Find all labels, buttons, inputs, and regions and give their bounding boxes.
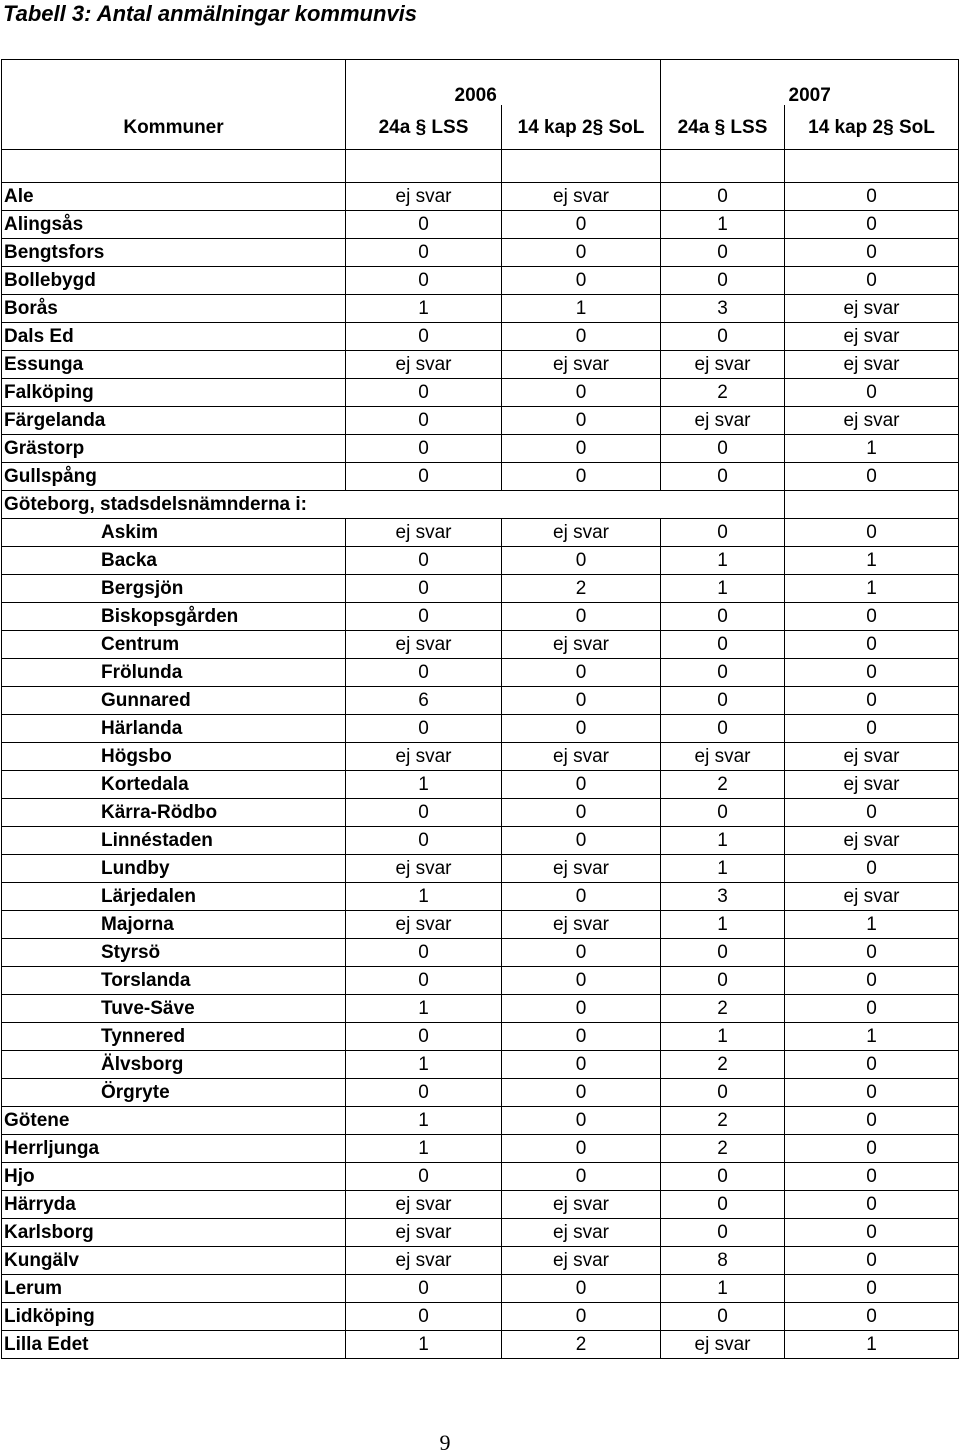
value-cell: 0 — [502, 323, 661, 351]
value-cell: ej svar — [346, 743, 502, 771]
value-cell: ej svar — [785, 323, 959, 351]
year-2007: 2007 — [788, 85, 831, 106]
value-cell: ej svar — [785, 351, 959, 379]
value-cell: 0 — [661, 323, 785, 351]
value-cell: 0 — [661, 659, 785, 687]
table-row — [2, 799, 959, 827]
value-cell: 1 — [785, 435, 959, 463]
municipality-name: Borås — [2, 295, 346, 323]
value-cell: ej svar — [346, 351, 502, 379]
value-cell: 0 — [502, 463, 661, 491]
municipality-name: Biskopsgården — [2, 603, 346, 631]
value-cell: 1 — [661, 575, 785, 603]
value-cell: ej svar — [785, 407, 959, 435]
municipality-name: Bengtsfors — [2, 239, 346, 267]
municipality-name: Falköping — [2, 379, 346, 407]
value-cell: 0 — [502, 687, 661, 715]
municipality-name: Gunnared — [2, 687, 346, 715]
header-col-1: 24a § LSS — [346, 105, 502, 150]
value-cell: 0 — [502, 379, 661, 407]
table-row — [2, 743, 959, 771]
table-row — [2, 1247, 959, 1275]
value-cell: 0 — [661, 1303, 785, 1331]
value-cell: 0 — [785, 463, 959, 491]
value-cell: 1 — [661, 855, 785, 883]
value-cell: 0 — [661, 519, 785, 547]
value-cell: ej svar — [346, 1191, 502, 1219]
value-cell: 0 — [346, 827, 502, 855]
table-row — [2, 1023, 959, 1051]
table-row — [2, 407, 959, 435]
value-cell: 0 — [661, 799, 785, 827]
table-row — [2, 239, 959, 267]
table-row — [2, 715, 959, 743]
value-cell: 0 — [346, 659, 502, 687]
municipality-name: Frölunda — [2, 659, 346, 687]
table-row — [2, 883, 959, 911]
header-empty-cell — [2, 60, 346, 106]
value-cell: ej svar — [502, 1191, 661, 1219]
table-row — [2, 463, 959, 491]
year-2007-left — [661, 60, 785, 106]
municipality-name: Lidköping — [2, 1303, 346, 1331]
table-row — [2, 659, 959, 687]
value-cell: 0 — [346, 239, 502, 267]
municipality-name: Götene — [2, 1107, 346, 1135]
value-cell: 0 — [346, 407, 502, 435]
municipality-name: Tynnered — [2, 1023, 346, 1051]
value-cell: 0 — [502, 1023, 661, 1051]
table-row — [2, 1303, 959, 1331]
value-cell: 0 — [785, 1079, 959, 1107]
municipality-name: Styrsö — [2, 939, 346, 967]
table-row — [2, 323, 959, 351]
value-cell: 0 — [346, 967, 502, 995]
value-cell: 0 — [502, 659, 661, 687]
value-cell: ej svar — [346, 855, 502, 883]
municipality-name: Grästorp — [2, 435, 346, 463]
value-cell: 0 — [785, 659, 959, 687]
value-cell: 1 — [346, 1051, 502, 1079]
value-cell: 0 — [502, 1107, 661, 1135]
value-cell: ej svar — [661, 1331, 785, 1359]
value-cell: 0 — [661, 631, 785, 659]
value-cell: 1 — [346, 883, 502, 911]
municipality-name: Bergsjön — [2, 575, 346, 603]
table-row — [2, 911, 959, 939]
value-cell: ej svar — [661, 407, 785, 435]
table-row — [2, 379, 959, 407]
municipality-name: Härryda — [2, 1191, 346, 1219]
header-row-years — [2, 60, 959, 106]
value-cell: 0 — [502, 239, 661, 267]
value-cell: 0 — [661, 1191, 785, 1219]
value-cell: 0 — [346, 1163, 502, 1191]
value-cell: 0 — [346, 463, 502, 491]
municipality-name: Bollebygd — [2, 267, 346, 295]
municipality-name: Kungälv — [2, 1247, 346, 1275]
value-cell: 0 — [661, 463, 785, 491]
spacer-row — [2, 150, 959, 183]
value-cell: 2 — [661, 1051, 785, 1079]
value-cell: 0 — [502, 967, 661, 995]
value-cell: 0 — [785, 1051, 959, 1079]
value-cell: 0 — [346, 267, 502, 295]
municipality-name: Lilla Edet — [2, 1331, 346, 1359]
table-row — [2, 1051, 959, 1079]
value-cell: 0 — [502, 435, 661, 463]
municipality-name: Karlsborg — [2, 1219, 346, 1247]
value-cell: 0 — [785, 519, 959, 547]
value-cell: 0 — [346, 547, 502, 575]
value-cell: 1 — [661, 911, 785, 939]
table-row — [2, 1079, 959, 1107]
table-row — [2, 1163, 959, 1191]
value-cell: 0 — [502, 799, 661, 827]
value-cell: 3 — [661, 295, 785, 323]
value-cell: ej svar — [785, 295, 959, 323]
municipality-name: Härlanda — [2, 715, 346, 743]
spacer-cell — [2, 150, 346, 183]
value-cell: 0 — [346, 1023, 502, 1051]
value-cell: 0 — [785, 1107, 959, 1135]
value-cell: 0 — [346, 715, 502, 743]
value-cell: 0 — [785, 715, 959, 743]
value-cell: 0 — [346, 379, 502, 407]
municipality-name: Örgryte — [2, 1079, 346, 1107]
value-cell: 1 — [785, 1023, 959, 1051]
value-cell: 0 — [661, 1163, 785, 1191]
value-cell: 0 — [502, 883, 661, 911]
municipality-name: Färgelanda — [2, 407, 346, 435]
value-cell: 1 — [346, 1135, 502, 1163]
table-row — [2, 295, 959, 323]
value-cell: ej svar — [502, 855, 661, 883]
table-row — [2, 1107, 959, 1135]
municipality-name: Ale — [2, 183, 346, 211]
value-cell: 1 — [661, 1023, 785, 1051]
value-cell: 0 — [661, 687, 785, 715]
table-row — [2, 827, 959, 855]
value-cell: 0 — [785, 855, 959, 883]
value-cell: 2 — [661, 379, 785, 407]
spacer-cell — [785, 150, 959, 183]
value-cell: 0 — [661, 1079, 785, 1107]
value-cell: 0 — [502, 1051, 661, 1079]
value-cell: 1 — [661, 211, 785, 239]
value-cell: ej svar — [502, 911, 661, 939]
table-row — [2, 1219, 959, 1247]
value-cell: ej svar — [346, 1247, 502, 1275]
table-row — [2, 575, 959, 603]
value-cell: 0 — [502, 267, 661, 295]
municipality-name: Askim — [2, 519, 346, 547]
table-row — [2, 547, 959, 575]
value-cell: 1 — [661, 547, 785, 575]
value-cell: 0 — [346, 939, 502, 967]
value-cell: ej svar — [785, 883, 959, 911]
value-cell: 0 — [502, 211, 661, 239]
value-cell: ej svar — [502, 183, 661, 211]
value-cell: 2 — [661, 1107, 785, 1135]
table-row — [2, 351, 959, 379]
spacer-cell — [346, 150, 502, 183]
header-col-4: 14 kap 2§ SoL — [785, 105, 959, 150]
value-cell: 0 — [785, 1219, 959, 1247]
value-cell: 0 — [346, 603, 502, 631]
value-cell: 3 — [661, 883, 785, 911]
value-cell: ej svar — [346, 911, 502, 939]
municipality-name: Lundby — [2, 855, 346, 883]
value-cell: 0 — [785, 379, 959, 407]
value-cell: 1 — [346, 995, 502, 1023]
value-cell: 0 — [785, 603, 959, 631]
value-cell: 0 — [346, 1079, 502, 1107]
table-row — [2, 939, 959, 967]
table-row — [2, 1331, 959, 1359]
table-row — [2, 267, 959, 295]
value-cell: 0 — [661, 267, 785, 295]
value-cell: 2 — [661, 771, 785, 799]
value-cell: 0 — [661, 939, 785, 967]
table-row — [2, 491, 959, 519]
value-cell: 0 — [661, 239, 785, 267]
municipality-name: Alingsås — [2, 211, 346, 239]
value-cell: ej svar — [502, 519, 661, 547]
value-cell: ej svar — [785, 827, 959, 855]
table-row — [2, 687, 959, 715]
value-cell: 0 — [502, 1303, 661, 1331]
header-col-2: 14 kap 2§ SoL — [502, 105, 661, 150]
year-2006: 2006 — [454, 85, 497, 106]
value-cell: 0 — [785, 631, 959, 659]
municipality-table — [1, 59, 959, 1359]
municipality-name: Lerum — [2, 1275, 346, 1303]
value-cell: 0 — [502, 603, 661, 631]
value-cell: 0 — [346, 799, 502, 827]
value-cell: 0 — [785, 1163, 959, 1191]
value-cell: 0 — [502, 547, 661, 575]
value-cell: 0 — [346, 435, 502, 463]
value-cell: ej svar — [346, 183, 502, 211]
value-cell: 0 — [502, 407, 661, 435]
value-cell: 0 — [785, 939, 959, 967]
value-cell: 0 — [785, 1247, 959, 1275]
value-cell: 2 — [661, 995, 785, 1023]
table-title: Tabell 3: Antal anmälningar kommunvis — [3, 1, 418, 26]
value-cell: 0 — [661, 715, 785, 743]
municipality-name: Lärjedalen — [2, 883, 346, 911]
value-cell: 1 — [346, 771, 502, 799]
value-cell: 6 — [346, 687, 502, 715]
spacer-cell — [661, 150, 785, 183]
municipality-name: Hjo — [2, 1163, 346, 1191]
table-row — [2, 1135, 959, 1163]
value-cell: 0 — [661, 183, 785, 211]
value-cell: 0 — [502, 771, 661, 799]
value-cell: 1 — [346, 1107, 502, 1135]
value-cell: 0 — [502, 995, 661, 1023]
value-cell: ej svar — [346, 1219, 502, 1247]
value-cell: 1 — [785, 547, 959, 575]
value-cell: 1 — [346, 1331, 502, 1359]
value-cell: 0 — [661, 603, 785, 631]
value-cell: 0 — [346, 1303, 502, 1331]
header-kommuner — [2, 105, 346, 150]
value-cell: 1 — [785, 911, 959, 939]
value-cell: 2 — [502, 575, 661, 603]
value-cell: 0 — [785, 1275, 959, 1303]
value-cell: 0 — [502, 827, 661, 855]
municipality-name: Kortedala — [2, 771, 346, 799]
value-cell: 1 — [661, 827, 785, 855]
value-cell: 2 — [661, 1135, 785, 1163]
value-cell — [661, 491, 785, 519]
municipality-name: Tuve-Säve — [2, 995, 346, 1023]
value-cell: ej svar — [785, 743, 959, 771]
value-cell: ej svar — [785, 771, 959, 799]
table-row — [2, 211, 959, 239]
value-cell: 0 — [502, 1135, 661, 1163]
value-cell: 0 — [661, 435, 785, 463]
table-row — [2, 183, 959, 211]
value-cell: 2 — [502, 1331, 661, 1359]
value-cell: 0 — [785, 995, 959, 1023]
value-cell: 1 — [661, 1275, 785, 1303]
table-row — [2, 1191, 959, 1219]
value-cell: 0 — [785, 267, 959, 295]
municipality-name: Torslanda — [2, 967, 346, 995]
municipality-name: Kärra-Rödbo — [2, 799, 346, 827]
value-cell: 0 — [502, 1163, 661, 1191]
value-cell: ej svar — [661, 351, 785, 379]
value-cell: 0 — [346, 1275, 502, 1303]
value-cell: 0 — [502, 939, 661, 967]
table-row — [2, 435, 959, 463]
value-cell: 0 — [661, 1219, 785, 1247]
value-cell: ej svar — [502, 351, 661, 379]
municipality-name: Majorna — [2, 911, 346, 939]
value-cell: 0 — [785, 211, 959, 239]
value-cell: 0 — [502, 1079, 661, 1107]
value-cell: 0 — [346, 323, 502, 351]
table-row — [2, 1275, 959, 1303]
value-cell: 0 — [785, 239, 959, 267]
value-cell: 0 — [346, 575, 502, 603]
value-cell: ej svar — [346, 631, 502, 659]
value-cell: ej svar — [502, 743, 661, 771]
value-cell: 0 — [785, 1135, 959, 1163]
header-kommuner-label: Kommuner — [123, 116, 224, 138]
table-row — [2, 967, 959, 995]
table-row — [2, 855, 959, 883]
value-cell: 1 — [502, 295, 661, 323]
value-cell: 0 — [502, 715, 661, 743]
value-cell: ej svar — [661, 743, 785, 771]
municipality-name: Älvsborg — [2, 1051, 346, 1079]
year-2007-label — [785, 60, 959, 106]
municipality-name: Essunga — [2, 351, 346, 379]
municipality-name: Dals Ed — [2, 323, 346, 351]
value-cell: 8 — [661, 1247, 785, 1275]
value-cell: ej svar — [346, 519, 502, 547]
table-row — [2, 519, 959, 547]
municipality-name: Högsbo — [2, 743, 346, 771]
municipality-name: Linnéstaden — [2, 827, 346, 855]
value-cell: 0 — [346, 211, 502, 239]
value-cell: ej svar — [502, 1219, 661, 1247]
header-row-columns — [2, 105, 959, 150]
value-cell: 0 — [785, 799, 959, 827]
value-cell: 1 — [785, 1331, 959, 1359]
value-cell: ej svar — [502, 1247, 661, 1275]
value-cell — [502, 491, 661, 519]
value-cell — [785, 491, 959, 519]
spacer-cell — [502, 150, 661, 183]
table-row — [2, 771, 959, 799]
value-cell: 1 — [346, 295, 502, 323]
header-col-3: 24a § LSS — [661, 105, 785, 150]
value-cell: 0 — [502, 1275, 661, 1303]
municipality-name: Centrum — [2, 631, 346, 659]
value-cell: ej svar — [502, 631, 661, 659]
year-2006-label — [454, 60, 661, 106]
municipality-name: Backa — [2, 547, 346, 575]
value-cell: 0 — [661, 967, 785, 995]
table-row — [2, 995, 959, 1023]
table-row — [2, 603, 959, 631]
municipality-name: Göteborg, stadsdelsnämnderna i: — [2, 491, 346, 519]
municipality-name: Gullspång — [2, 463, 346, 491]
municipality-name: Herrljunga — [2, 1135, 346, 1163]
value-cell: 0 — [785, 1191, 959, 1219]
value-cell: 1 — [785, 575, 959, 603]
page-number: 9 — [439, 1430, 451, 1455]
table-row — [2, 631, 959, 659]
value-cell: 0 — [785, 1303, 959, 1331]
value-cell: 0 — [785, 183, 959, 211]
value-cell: 0 — [785, 967, 959, 995]
value-cell — [346, 491, 502, 519]
value-cell: 0 — [785, 687, 959, 715]
